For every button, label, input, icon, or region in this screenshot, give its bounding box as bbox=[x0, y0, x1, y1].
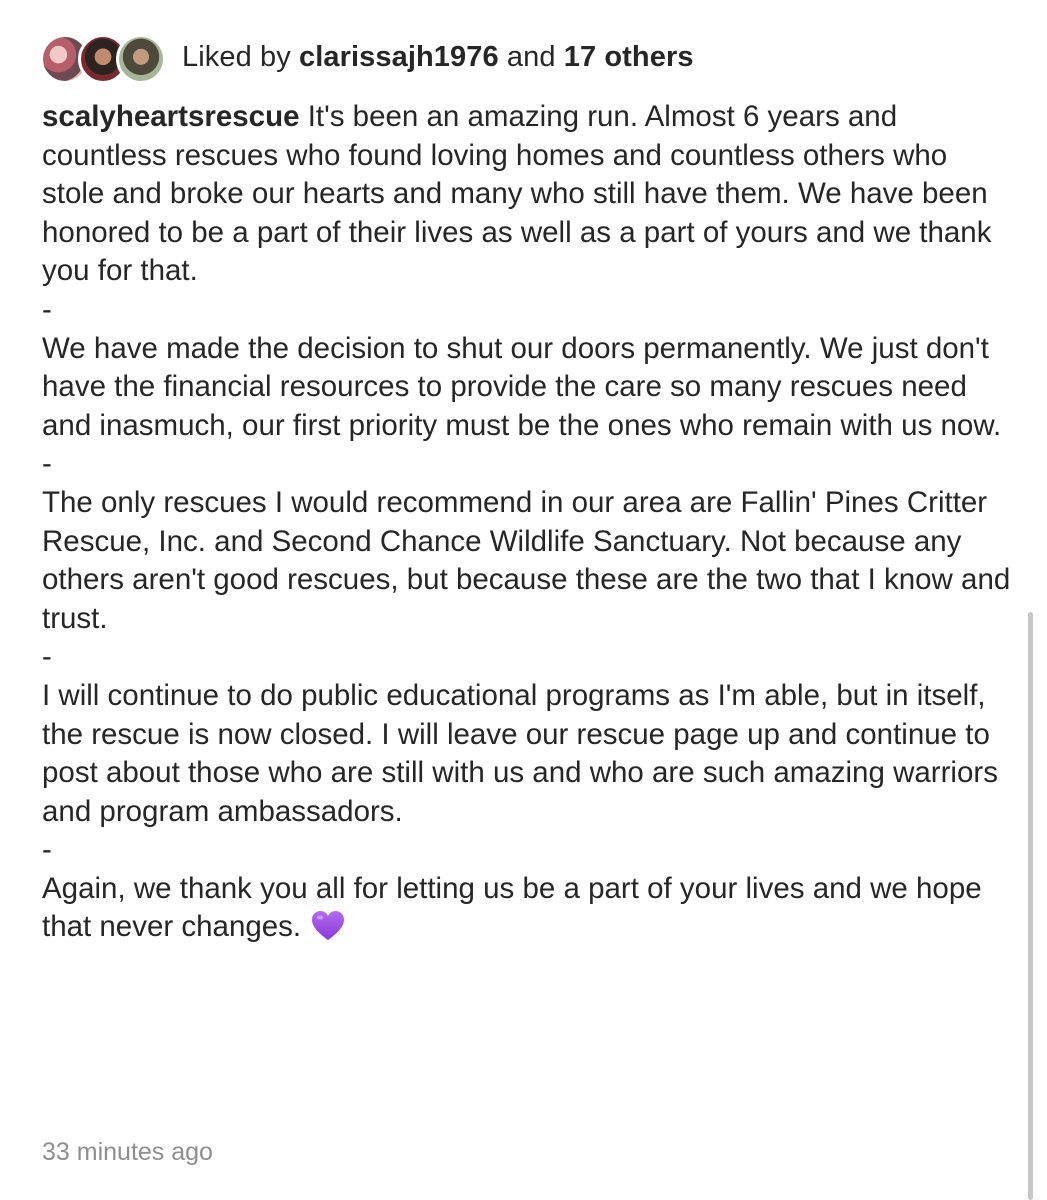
separator: - bbox=[42, 292, 52, 326]
caption-username-link[interactable]: scalyheartsrescue bbox=[42, 100, 300, 133]
separator: - bbox=[42, 640, 52, 674]
likes-others-link[interactable]: 17 others bbox=[563, 40, 694, 73]
post-caption bbox=[42, 98, 1017, 947]
scrollbar[interactable] bbox=[1028, 612, 1033, 1200]
likes-row bbox=[40, 32, 694, 82]
caption-text-5: Again, we thank you all for letting us be a part of your lives and we hope that never changes. bbox=[42, 871, 982, 944]
liker-avatars[interactable] bbox=[40, 32, 166, 82]
caption-text-1: It's been an amazing run. Almost 6 years and countless rescues who found loving homes and countless others who stole and broke our hearts and many who still have them. We have been honored to be a part of their lives as well as a part of yours and we thank you for that. bbox=[42, 100, 992, 288]
likes-prefix: Liked by bbox=[182, 40, 299, 73]
post-timestamp: 33 minutes ago bbox=[42, 1138, 213, 1166]
liker-username-link[interactable]: clarissajh1976 bbox=[298, 40, 499, 73]
likes-summary bbox=[182, 41, 694, 74]
caption-paragraph-3: The only rescues I would recommend in our area are Fallin' Pines Critter Rescue, Inc. and Second Chance Wildlife Sanctuary. Not because any others aren't good rescues, but because these are the two that I know and trust. bbox=[42, 485, 1011, 635]
likes-middle: and bbox=[498, 40, 564, 73]
separator: - bbox=[42, 833, 52, 867]
purple-heart-icon bbox=[311, 910, 345, 942]
caption-paragraph-4: I will continue to do public educational programs as I'm able, but in itself, the rescue is now closed. I will leave our rescue page up and continue to post about those who are still with us and who are such amazing warriors and program ambassadors. bbox=[42, 678, 998, 828]
separator: - bbox=[42, 447, 52, 481]
caption-paragraph-2: We have made the decision to shut our doors permanently. We just don't have the financial resources to provide the care so many rescues need and inasmuch, our first priority must be the ones who remain with us now. bbox=[42, 331, 1002, 442]
caption-paragraph-1 bbox=[42, 98, 1017, 291]
caption-paragraph-5 bbox=[42, 870, 1017, 947]
avatar bbox=[116, 34, 166, 84]
